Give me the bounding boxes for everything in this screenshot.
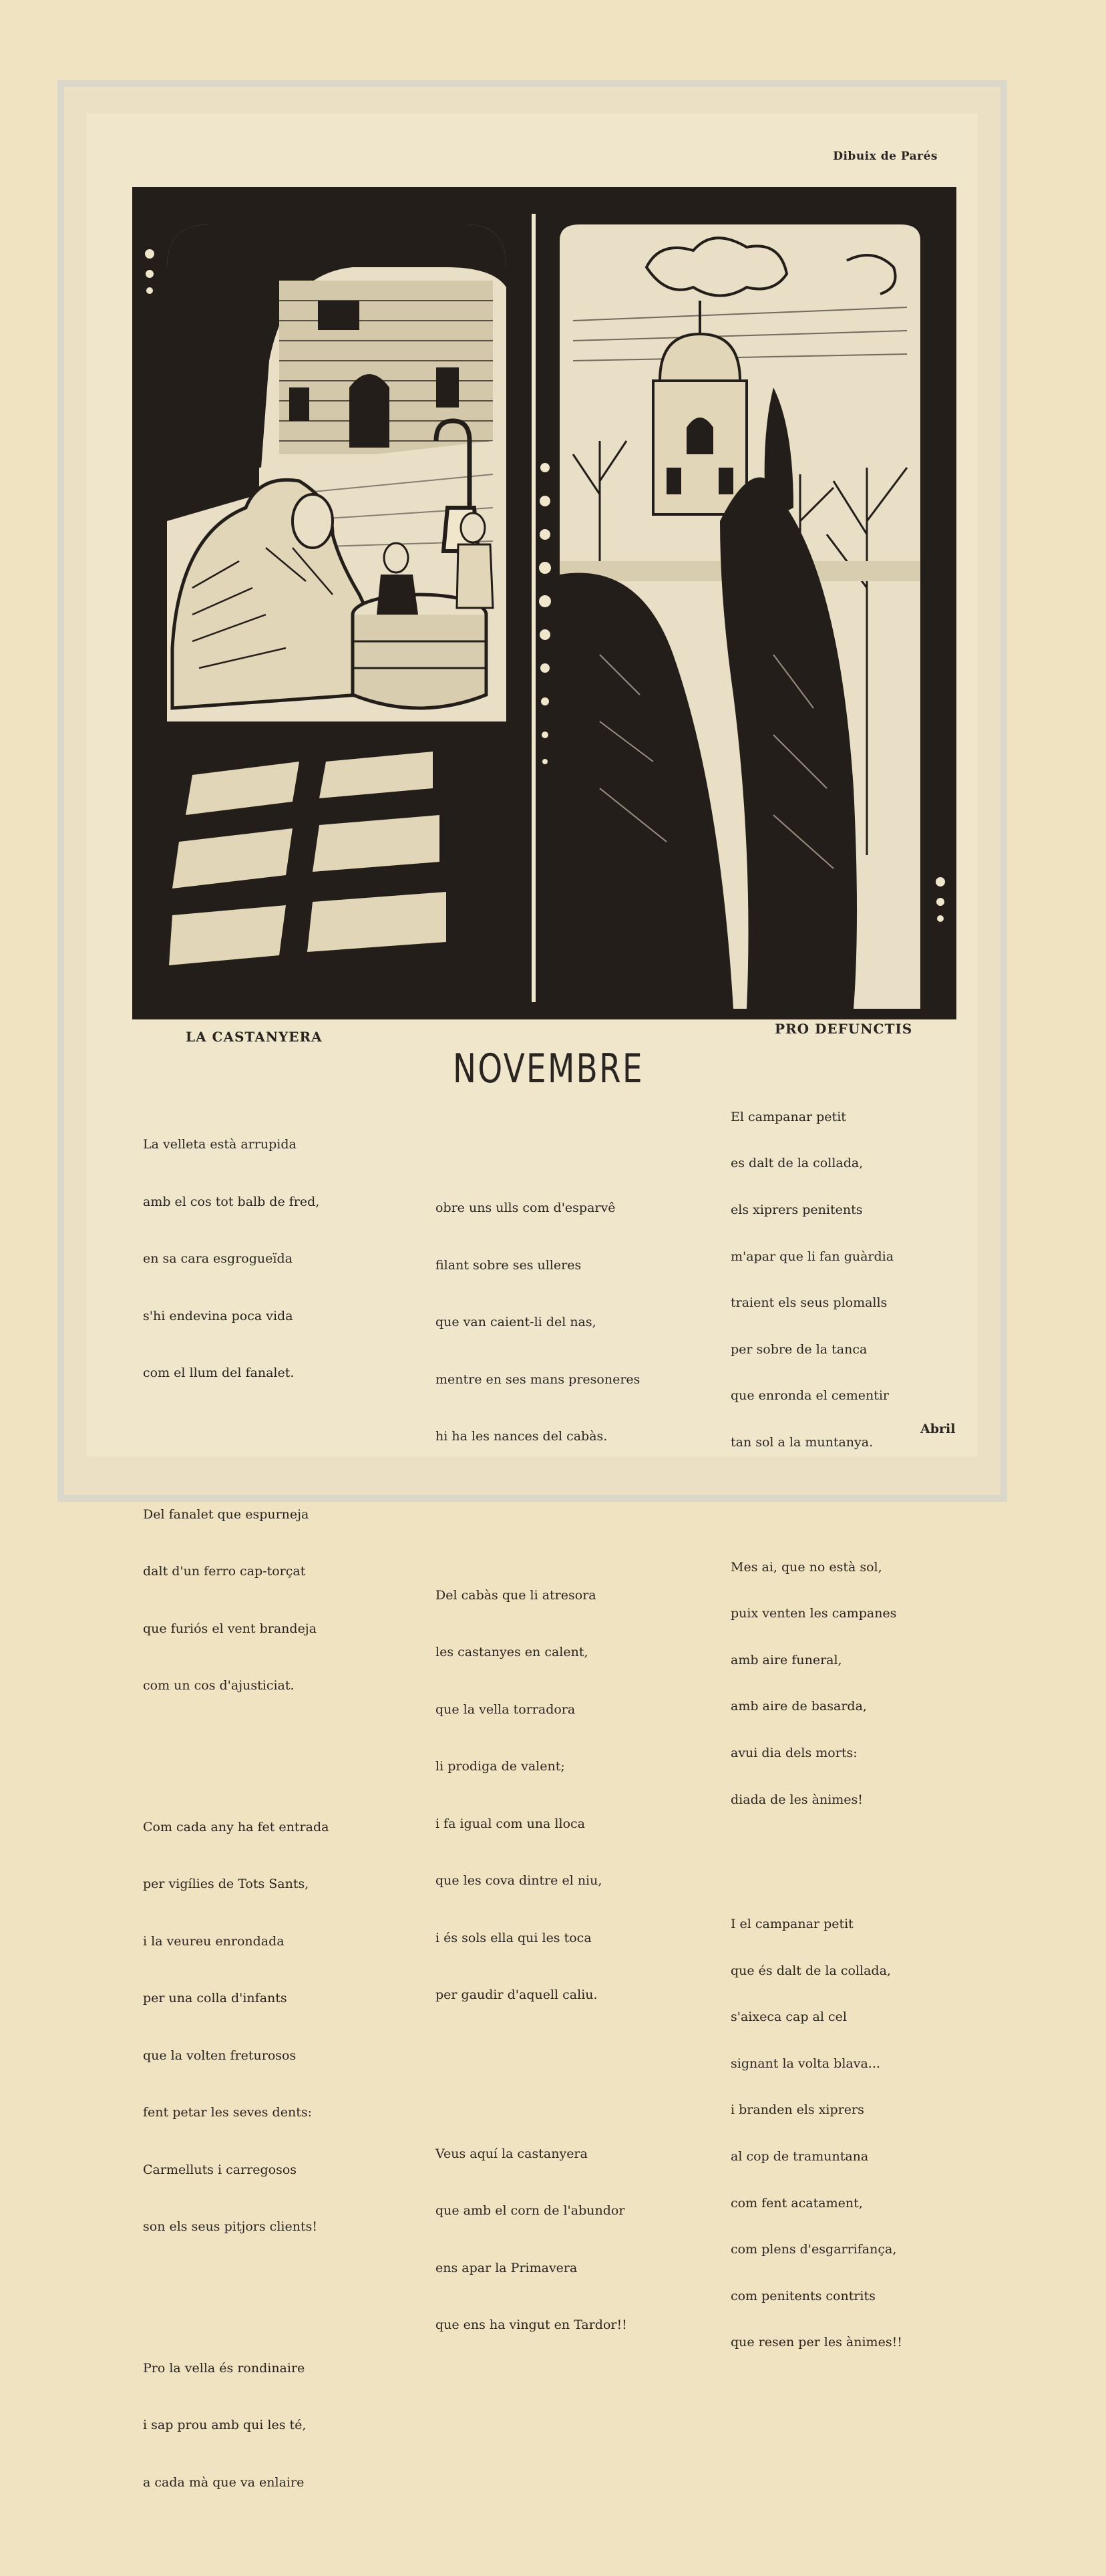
poem-line: que van caient-li del nas, — [435, 1315, 596, 1329]
left-poem-heading: LA CASTANYERA — [186, 1029, 323, 1045]
left-stanza-1 — [143, 1097, 329, 1421]
illustration-credit: Dibuix de Parés — [833, 150, 938, 163]
poem-line: I el campanar petit — [731, 1916, 854, 1931]
poem-line: es dalt de la collada, — [731, 1156, 864, 1171]
right-stanza-3 — [731, 1886, 902, 2382]
poem-line: que les cova dintre el niu, — [435, 1873, 602, 1888]
poem-line: com penitents contrits — [731, 2288, 876, 2303]
poem-line: i la veureu enrondada — [143, 1933, 285, 1949]
poem-line: s'aixeca cap al cel — [731, 2009, 847, 2025]
poem-line: que la vella torradora — [435, 1702, 576, 1717]
poem-line: Pro la vella és rondinaire — [143, 2360, 305, 2376]
poem-line: Del fanalet que espurneja — [143, 1506, 309, 1522]
poem-line: que és dalt de la collada, — [731, 1963, 891, 1978]
poem-line: que furiós el vent brandeja — [143, 1621, 317, 1636]
left-poem — [143, 1059, 329, 2576]
poem-line: m'apar que li fan guàrdia — [731, 1249, 894, 1264]
middle-stanza-3 — [435, 2106, 640, 2373]
poem-line: com el llum del fanalet. — [143, 1365, 295, 1380]
right-poem-heading: PRO DEFUNCTIS — [775, 1021, 913, 1037]
poem-line: tan sol a la muntanya. — [731, 1435, 874, 1450]
poem-line: El campanar petit — [731, 1109, 846, 1124]
poem-line: Com cada any ha fet entrada — [143, 1819, 329, 1834]
author-signature: Abril — [920, 1422, 956, 1436]
left-stanza-3 — [143, 1780, 329, 2275]
poem-line: traient els seus plomalls — [731, 1295, 888, 1311]
poem-line: i fa igual com una lloca — [435, 1816, 585, 1831]
poem-line: obre uns ulls com d'esparvê — [435, 1200, 616, 1215]
poem-line: Carmelluts i carregosos — [143, 2162, 297, 2177]
left-stanza-2 — [143, 1467, 329, 1734]
poem-line: i branden els xiprers — [731, 2102, 864, 2118]
right-stanza-1 — [731, 1078, 902, 1481]
poem-line: signant la volta blava... — [731, 2056, 880, 2071]
left-panel-chestnut-seller — [167, 224, 506, 1009]
poem-line: les castanyes en calent, — [435, 1645, 588, 1659]
middle-poem — [435, 1122, 640, 2419]
poem-line: per gaudir d'aquell caliu. — [435, 1987, 598, 2002]
poem-line: mentre en ses mans presoneres — [435, 1372, 640, 1387]
poem-line: al cop de tramuntana — [731, 2149, 869, 2164]
poem-line: com plens d'esgarrifança, — [731, 2242, 897, 2257]
poem-line: fent petar les seves dents: — [143, 2105, 312, 2120]
poem-line: La velleta està arrupida — [143, 1137, 297, 1152]
poem-line: son els seus pitjors clients! — [143, 2219, 317, 2234]
poem-line: avui dia dels morts: — [731, 1745, 858, 1760]
poem-line: ens apar la Primavera — [435, 2260, 578, 2275]
poem-line: que la volten freturosos — [143, 2048, 297, 2063]
poem-line: s'hi endevina poca vida — [143, 1308, 293, 1323]
middle-stanza-1 — [435, 1160, 640, 1484]
poem-line: puix venten les campanes — [731, 1606, 897, 1621]
right-panel-cemetery-belltower — [560, 224, 920, 1009]
right-stanza-2 — [731, 1528, 902, 1838]
poem-line: amb aire de basarda, — [731, 1699, 867, 1714]
poem-line: com fent acatament, — [731, 2195, 863, 2211]
poem-line: que enronda el cementir — [731, 1388, 889, 1404]
left-stanza-4 — [143, 2321, 329, 2531]
poem-line: a cada mà que va enlaire — [143, 2474, 305, 2490]
right-poem — [731, 1048, 902, 2420]
page-title: NOVEMBRE — [453, 1045, 644, 1092]
poem-line: en sa cara esgrogueïda — [143, 1251, 293, 1266]
poem-line: filant sobre ses ulleres — [435, 1257, 582, 1273]
poem-line: per vigílies de Tots Sants, — [143, 1877, 309, 1891]
poem-line: els xiprers penitents — [731, 1202, 863, 1218]
poem-line: que ens ha vingut en Tardor!! — [435, 2317, 627, 2332]
poem-line: com un cos d'ajusticiat. — [143, 1678, 295, 1693]
poem-line: per una colla d'infants — [143, 1991, 287, 2005]
poem-line: hi ha les nances del cabàs. — [435, 1429, 608, 1444]
middle-stanza-2 — [435, 1548, 640, 2043]
woodcut-illustration — [132, 187, 956, 1019]
poem-line: amb aire funeral, — [731, 1652, 842, 1667]
poem-line: per sobre de la tanca — [731, 1341, 868, 1357]
poem-line: Mes ai, que no està sol, — [731, 1559, 882, 1575]
page-inner — [87, 114, 978, 2490]
poem-line: i sap prou amb qui les té, — [143, 2418, 307, 2432]
poem-line: diada de les ànimes! — [731, 1792, 863, 1807]
poem-line: Veus aquí la castanyera — [435, 2146, 588, 2161]
poem-line: li prodiga de valent; — [435, 1759, 565, 1774]
poem-line: dalt d'un ferro cap-torçat — [143, 1564, 306, 1579]
poem-line: amb el cos tot balb de fred, — [143, 1194, 320, 1209]
poem-line: que resen per les ànimes!! — [731, 2335, 902, 2350]
poem-line: i és sols ella qui les toca — [435, 1930, 592, 1945]
poem-line: que amb el corn de l'abundor — [435, 2203, 625, 2218]
poem-line: Del cabàs que li atresora — [435, 1587, 596, 1603]
woodcut-artwork — [132, 187, 956, 1019]
printed-sheet — [57, 80, 1007, 2490]
